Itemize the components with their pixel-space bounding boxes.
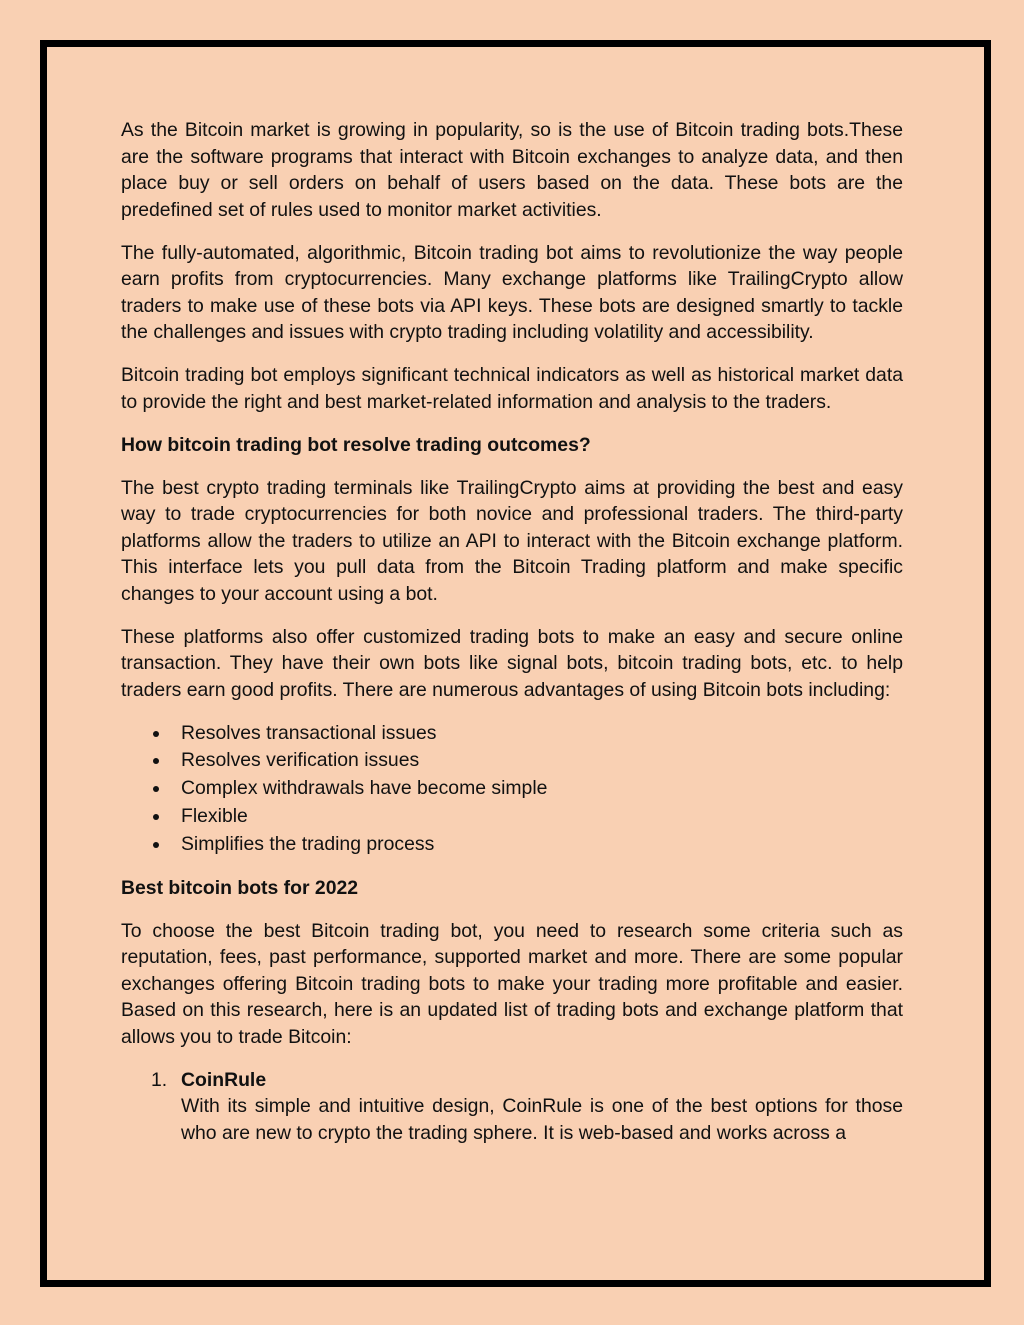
- bullet-icon: [153, 731, 159, 737]
- bots-list: [121, 1067, 903, 1147]
- bullet-icon: [153, 842, 159, 848]
- list-item: [121, 775, 903, 803]
- list-item: [121, 747, 903, 775]
- bullet-icon: [153, 814, 159, 820]
- heading-best-bots: Best bitcoin bots for 2022: [121, 876, 359, 899]
- document-body: [121, 117, 903, 1146]
- heading-trading-outcomes: How bitcoin trading bot resolve trading outcomes?: [121, 433, 591, 456]
- paragraph-choose-bot: To choose the best Bitcoin trading bot, you need to research some criteria such as reputation, fees, past performance, supported market and more. There are some popular exchanges offering Bitcoin trading bots to make your trading more profitable and easier. Based on this research, here is an updated list of trading bots and exchange platform that allows you to trade Bitcoin:: [121, 919, 903, 1048]
- paragraph-terminals: The best crypto trading terminals like TrailingCrypto aims at providing the best and easy way to trade cryptocurrencies for both novice and professional traders. The third-party platforms allow the traders to utilize an API to interact with the Bitcoin exchange platform. This interface lets you pull data from the Bitcoin Trading platform and make specific changes to your account using a bot.: [121, 476, 903, 605]
- list-item-text: Flexible: [181, 804, 248, 827]
- list-item-text: Resolves verification issues: [181, 749, 420, 772]
- list-item-text: Resolves transactional issues: [181, 721, 437, 744]
- list-item-text: Complex withdrawals have become simple: [181, 777, 548, 800]
- list-item-text: Simplifies the trading process: [181, 832, 435, 855]
- bots-list-item: [121, 1067, 903, 1147]
- paragraph-platforms: These platforms also offer customized trading bots to make an easy and secure online transaction. They have their own bots like signal bots, bitcoin trading bots, etc. to help traders earn good profits. There are numerous advantages of using Bitcoin bots including:: [121, 625, 903, 701]
- bullet-icon: [153, 758, 159, 764]
- bot-name: CoinRule: [181, 1068, 267, 1091]
- list-item: [121, 831, 903, 859]
- list-item: [121, 803, 903, 831]
- paragraph-indicators: Bitcoin trading bot employs significant technical indicators as well as historical market data to provide the right and best market-related information and analysis to the traders.: [121, 364, 903, 413]
- bot-description: With its simple and intuitive design, CoinRule is one of the best options for those who are new to crypto the trading sphere. It is web-based and works across a: [181, 1095, 903, 1144]
- paragraph-intro: As the Bitcoin market is growing in popularity, so is the use of Bitcoin trading bots.These are the software programs that interact with Bitcoin exchanges to analyze data, and then place buy or sell orders on behalf of users based on the data. These bots are the predefined set of rules used to monitor market activities.: [121, 119, 903, 221]
- advantages-list: [121, 720, 903, 859]
- bullet-icon: [153, 786, 159, 792]
- list-item: [121, 720, 903, 748]
- list-number: 1.: [151, 1068, 168, 1091]
- paragraph-automated-bot: The fully-automated, algorithmic, Bitcoin trading bot aims to revolutionize the way people earn profits from cryptocurrencies. Many exchange platforms like TrailingCrypto allow traders to make use of these bots via API keys. These bots are designed smartly to tackle the challenges and issues with crypto trading including volatility and accessibility.: [121, 241, 903, 343]
